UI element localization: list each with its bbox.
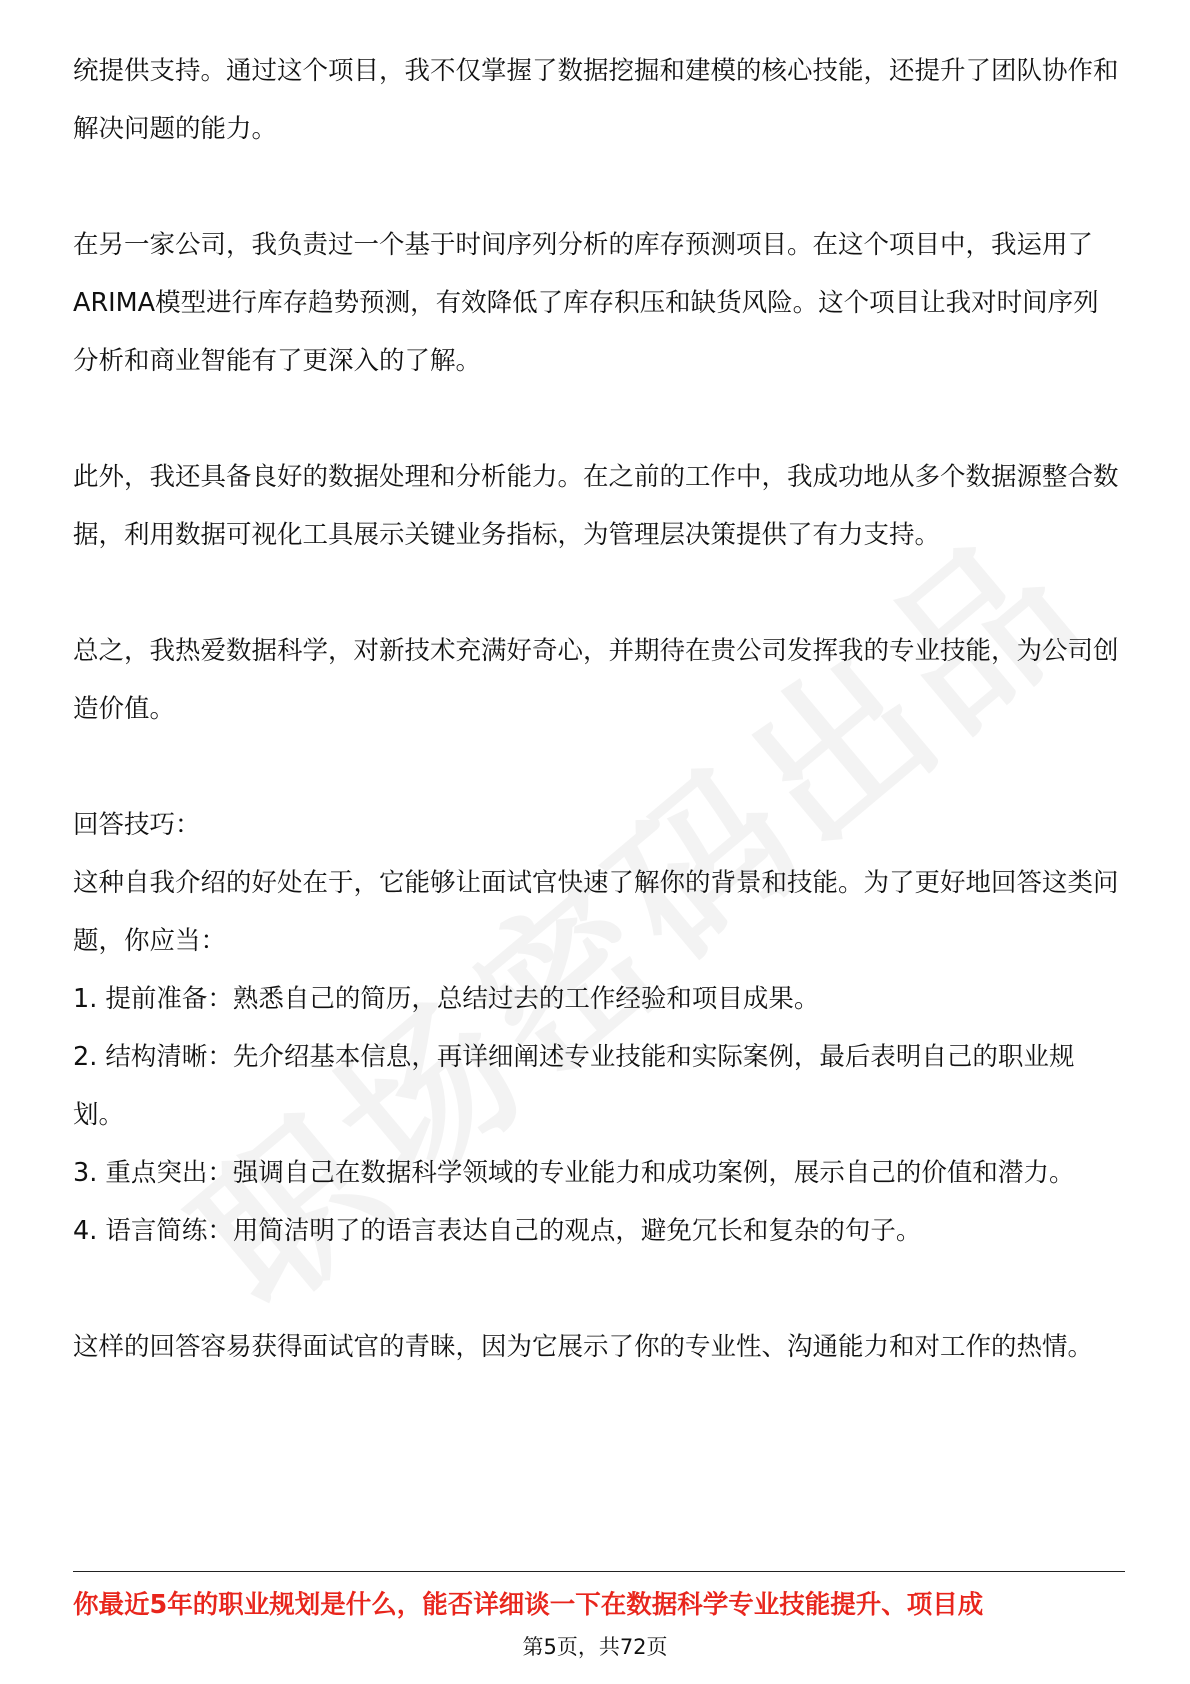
tips-conclusion: 这样的回答容易获得面试官的青睐，因为它展示了你的专业性、沟通能力和对工作的热情。 (73, 1332, 1094, 1362)
paragraph-gap (73, 158, 1123, 216)
paragraph-gap (73, 1260, 1123, 1318)
tips-heading: 回答技巧： (73, 810, 201, 840)
tips-item-2: 2. 结构清晰：先介绍基本信息，再详细阐述专业技能和实际案例，最后表明自己的职业规划。 (73, 1042, 1075, 1130)
paragraph-project-summary: 统提供支持。通过这个项目，我不仅掌握了数据挖掘和建模的核心技能，还提升了团队协作和解决问题的能力。 (73, 56, 1119, 144)
next-question-heading: 你最近5年的职业规划是什么，能否详细谈一下在数据科学专业技能提升、项目成 (73, 1590, 984, 1620)
tips-item-1: 1. 提前准备：熟悉自己的简历，总结过去的工作经验和项目成果。 (73, 984, 820, 1014)
footer-divider (73, 1571, 1125, 1572)
paragraph-inventory-project: 在另一家公司，我负责过一个基于时间序列分析的库存预测项目。在这个项目中，我运用了ARIMA模型进行库存趋势预测，有效降低了库存积压和缺货风险。这个项目让我对时间序列分析和商业智能有了更深入的了解。 (73, 230, 1099, 376)
paragraph-conclusion: 总之，我热爱数据科学，对新技术充满好奇心，并期待在贵公司发挥我的专业技能，为公司创造价值。 (73, 636, 1119, 724)
page-number: 第5页，共72页 (522, 1635, 668, 1659)
paragraph-data-processing: 此外，我还具备良好的数据处理和分析能力。在之前的工作中，我成功地从多个数据源整合数据，利用数据可视化工具展示关键业务指标，为管理层决策提供了有力支持。 (73, 462, 1119, 550)
tips-intro: 这种自我介绍的好处在于，它能够让面试官快速了解你的背景和技能。为了更好地回答这类问题，你应当： (73, 868, 1119, 956)
document-body (73, 42, 1123, 1376)
tips-item-3: 3. 重点突出：强调自己在数据科学领域的专业能力和成功案例，展示自己的价值和潜力。 (73, 1158, 1075, 1188)
paragraph-gap (73, 564, 1123, 622)
paragraph-gap (73, 738, 1123, 796)
tips-item-4: 4. 语言简练：用简洁明了的语言表达自己的观点，避免冗长和复杂的句子。 (73, 1216, 922, 1246)
paragraph-gap (73, 390, 1123, 448)
